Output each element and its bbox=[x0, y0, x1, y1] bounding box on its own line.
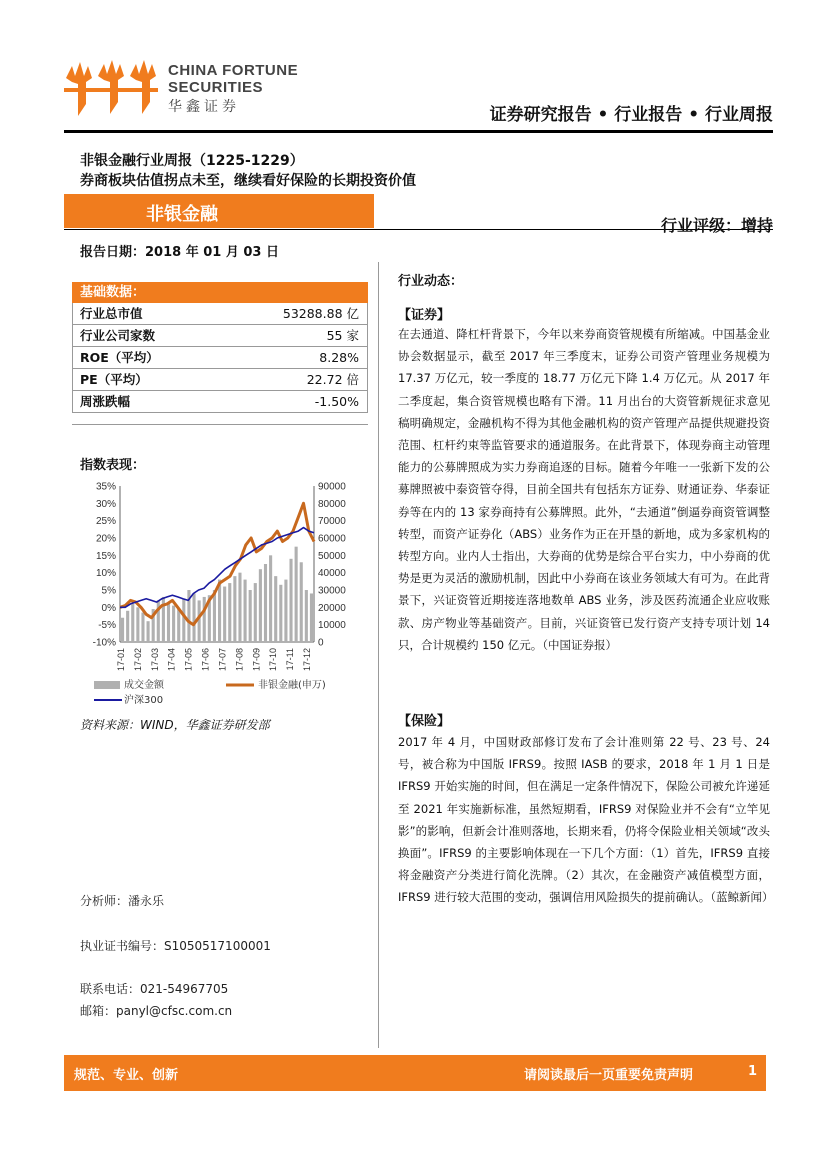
row-label: PE（平均） bbox=[80, 372, 148, 387]
row-label: ROE（平均） bbox=[80, 350, 159, 365]
basic-data-heading: 基础数据： bbox=[72, 282, 368, 303]
row-value: 53288.88 亿 bbox=[282, 306, 359, 321]
x-tick-label: 17-03 bbox=[149, 648, 160, 672]
analyst-cert: 执业证书编号：S1050517100001 bbox=[80, 939, 271, 953]
volume-bar bbox=[238, 573, 241, 642]
volume-bar bbox=[203, 597, 206, 642]
x-tick-label: 17-02 bbox=[132, 648, 143, 672]
x-tick-label: 17-10 bbox=[268, 648, 279, 672]
y-left-tick-label: 5% bbox=[101, 585, 116, 597]
y-left-tick-label: 0% bbox=[101, 602, 116, 614]
y-right-tick-label: 80000 bbox=[318, 498, 346, 510]
volume-bar bbox=[233, 576, 236, 642]
legend-volume-label: 成交金额 bbox=[124, 680, 164, 691]
y-right-tick-label: 90000 bbox=[318, 481, 346, 493]
volume-bar bbox=[305, 590, 308, 642]
analyst-name: 分析师：潘永乐 bbox=[80, 894, 165, 908]
insurance-heading: 【保险】 bbox=[398, 714, 451, 729]
volume-bar bbox=[284, 580, 287, 642]
page-number: 1 bbox=[748, 1064, 758, 1079]
y-right-tick-label: 10000 bbox=[318, 620, 346, 632]
row-label: 行业公司家数 bbox=[80, 328, 156, 343]
volume-bar bbox=[269, 555, 272, 642]
volume-bar bbox=[289, 559, 292, 642]
volume-bar bbox=[218, 580, 221, 642]
y-right-tick-label: 30000 bbox=[318, 585, 346, 597]
table-row bbox=[72, 325, 368, 347]
report-subtitle: 券商板块估值拐点未至，继续看好保险的长期投资价值 bbox=[80, 173, 416, 189]
volume-bar bbox=[279, 585, 282, 642]
footer-slogan: 规范、专业、创新 bbox=[74, 1068, 179, 1083]
volume-bar bbox=[274, 576, 277, 642]
y-left-tick-label: 10% bbox=[95, 568, 116, 580]
table-row bbox=[72, 369, 368, 391]
y-right-tick-label: 70000 bbox=[318, 516, 346, 528]
volume-bar bbox=[192, 593, 195, 642]
logo-chinese-name: 华鑫证券 bbox=[168, 99, 240, 115]
volume-bar bbox=[131, 604, 134, 642]
y-right-tick-label: 0 bbox=[318, 637, 324, 649]
sector-banner bbox=[64, 194, 374, 228]
y-right-tick-label: 60000 bbox=[318, 533, 346, 545]
analyst-phone: 联系电话：021-54967705 bbox=[80, 982, 229, 996]
y-left-tick-label: -5% bbox=[98, 620, 116, 632]
y-left-tick-label: 15% bbox=[95, 550, 116, 562]
y-left-tick-label: 35% bbox=[95, 481, 116, 493]
y-left-tick-label: 20% bbox=[95, 533, 116, 545]
volume-bar bbox=[177, 609, 180, 642]
sector-name: 非银金融 bbox=[146, 204, 218, 225]
securities-heading: 【证券】 bbox=[398, 308, 451, 323]
basic-data-table bbox=[72, 282, 368, 413]
y-left-tick-label: 30% bbox=[95, 498, 116, 510]
x-tick-label: 17-06 bbox=[200, 648, 211, 672]
y-right-tick-label: 20000 bbox=[318, 602, 346, 614]
chart-source: 资料来源：WIND，华鑫证券研发部 bbox=[80, 718, 270, 732]
index-performance-chart bbox=[82, 474, 354, 710]
volume-bar bbox=[228, 583, 231, 642]
y-left-tick-label: -10% bbox=[92, 637, 116, 649]
column-divider bbox=[378, 262, 379, 1048]
volume-bar bbox=[126, 611, 129, 642]
volume-bar bbox=[136, 607, 139, 642]
x-tick-label: 17-12 bbox=[302, 648, 312, 672]
logo-english-line1: CHINA FORTUNE bbox=[168, 62, 299, 79]
report-type: 证券研究报告 • 行业报告 • 行业周报 bbox=[489, 105, 773, 125]
header-divider bbox=[64, 130, 773, 133]
y-right-tick-label: 50000 bbox=[318, 550, 346, 562]
volume-bar bbox=[147, 621, 150, 642]
industry-dynamics-heading: 行业动态： bbox=[398, 274, 464, 289]
volume-bar bbox=[172, 606, 175, 642]
x-tick-label: 17-05 bbox=[183, 648, 194, 672]
volume-bar bbox=[213, 590, 216, 642]
volume-bar bbox=[198, 600, 201, 642]
table-row bbox=[72, 391, 368, 413]
volume-bar bbox=[254, 583, 257, 642]
y-right-tick-label: 40000 bbox=[318, 568, 346, 580]
left-divider bbox=[72, 424, 368, 425]
report-date: 报告日期：2018 年 01 月 03 日 bbox=[80, 245, 279, 260]
analyst-email[interactable]: 邮箱：panyl@cfsc.com.cn bbox=[80, 1004, 233, 1018]
volume-bar bbox=[223, 587, 226, 642]
legend-volume-swatch bbox=[94, 681, 120, 689]
volume-bar bbox=[167, 604, 170, 642]
row-value: 55 家 bbox=[326, 328, 359, 343]
volume-bar bbox=[300, 562, 303, 642]
volume-bar bbox=[295, 547, 298, 642]
x-tick-label: 17-11 bbox=[285, 648, 296, 671]
report-title: 非银金融行业周报（1225-1229） bbox=[80, 153, 304, 169]
x-tick-label: 17-08 bbox=[234, 648, 245, 672]
row-value: -1.50% bbox=[314, 394, 359, 409]
row-label: 周涨跌幅 bbox=[80, 394, 131, 409]
x-tick-label: 17-04 bbox=[166, 648, 177, 672]
legend-csi300-label: 沪深300 bbox=[124, 695, 164, 706]
x-tick-label: 17-09 bbox=[251, 648, 262, 672]
volume-bar bbox=[310, 593, 313, 642]
row-label: 行业总市值 bbox=[80, 306, 143, 321]
industry-rating: 行业评级：增持 bbox=[660, 216, 773, 235]
table-row bbox=[72, 303, 368, 325]
table-row bbox=[72, 347, 368, 369]
row-value: 8.28% bbox=[319, 350, 359, 365]
volume-bar bbox=[182, 599, 185, 642]
row-value: 22.72 倍 bbox=[306, 372, 359, 387]
x-tick-label: 17-07 bbox=[217, 648, 228, 672]
legend-nonbank-label: 非银金融(申万) bbox=[258, 680, 326, 691]
footer-disclaimer: 请阅读最后一页重要免责声明 bbox=[524, 1068, 694, 1083]
volume-bar bbox=[259, 569, 262, 642]
index-performance-heading: 指数表现： bbox=[80, 458, 146, 473]
company-logo-icon bbox=[62, 58, 160, 120]
y-left-tick-label: 25% bbox=[95, 516, 116, 528]
insurance-paragraph: 2017 年 4 月，中国财政部修订发布了会计准则第 22 号、23 号、24 号，被合称为中国版 IFRS9。按照 IASB 的要求，2018 年 1 月 1 日是 IFRS9 开始实施的时间，但在满足一定条件情况下，保险公司被允许递延至 2021 年实施新标准，虽然短期看，IFRS9 对保险业并不会有“立竿见影”的影响，但新会计准则落地，长期来看，仍将令保险业相关领域“改头换面”。IFRS9 的主要影响体现在一下几个方面：（1）首先，IFRS9 直接将金融资产分类进行简化洗牌。（2）其次，在金融资产减值模型方面，IFRS9 进行较大范围的变动，强调信用风险损失的提前确认。（蓝鲸新闻） bbox=[398, 735, 774, 905]
volume-bar bbox=[141, 613, 144, 642]
volume-bar bbox=[121, 618, 124, 642]
securities-paragraph: 在去通道、降杠杆背景下，今年以来券商资管规模有所缩减。中国基金业协会数据显示，截至 2017 年三季度末，证券公司资产管理业务规模为 17.37 万亿元，较一季度的 18.77 万亿元下降 1.4 万亿元。从 2017 年二季度起，集合资管规模也略有下滑。11 月出台的大资管新规征求意见稿明确规定，金融机构不得为其他金融机构的资产管理产品提供规避投资范围、杠杆约束等监管要求的通道服务。在此背景下，体现券商主动管理能力的公募牌照成为实力券商追逐的目标。随着今年唯一一张新下发的公募牌照被中泰资管夺得，目前全国共有包括东方证券、财通证券、华泰证券等在内的 13 家券商持有公募牌照。此外，“去通道”倒逼券商资管调整转型，而资产证券化（ABS）业务作为正在开垦的新地，成为多家机构的转型方向。业内人士指出，大券商的优势是综合平台实力，中小券商的优势是更为灵活的激励机制，因此中小券商在该业务领域大有可为。在此背景下，兴证资管近期接连落地数单 ABS 业务，涉及医药流通企业应收账款、房产物业等基础资产。目前，兴证资管已发行资产支持专项计划 14 只，合计规模约 150 亿元。（中国证券报） bbox=[398, 327, 770, 652]
x-tick-label: 17-01 bbox=[116, 648, 126, 672]
volume-bar bbox=[244, 580, 247, 642]
logo-english-line2: SECURITIES bbox=[168, 79, 264, 96]
volume-bar bbox=[249, 590, 252, 642]
volume-bar bbox=[264, 564, 267, 642]
